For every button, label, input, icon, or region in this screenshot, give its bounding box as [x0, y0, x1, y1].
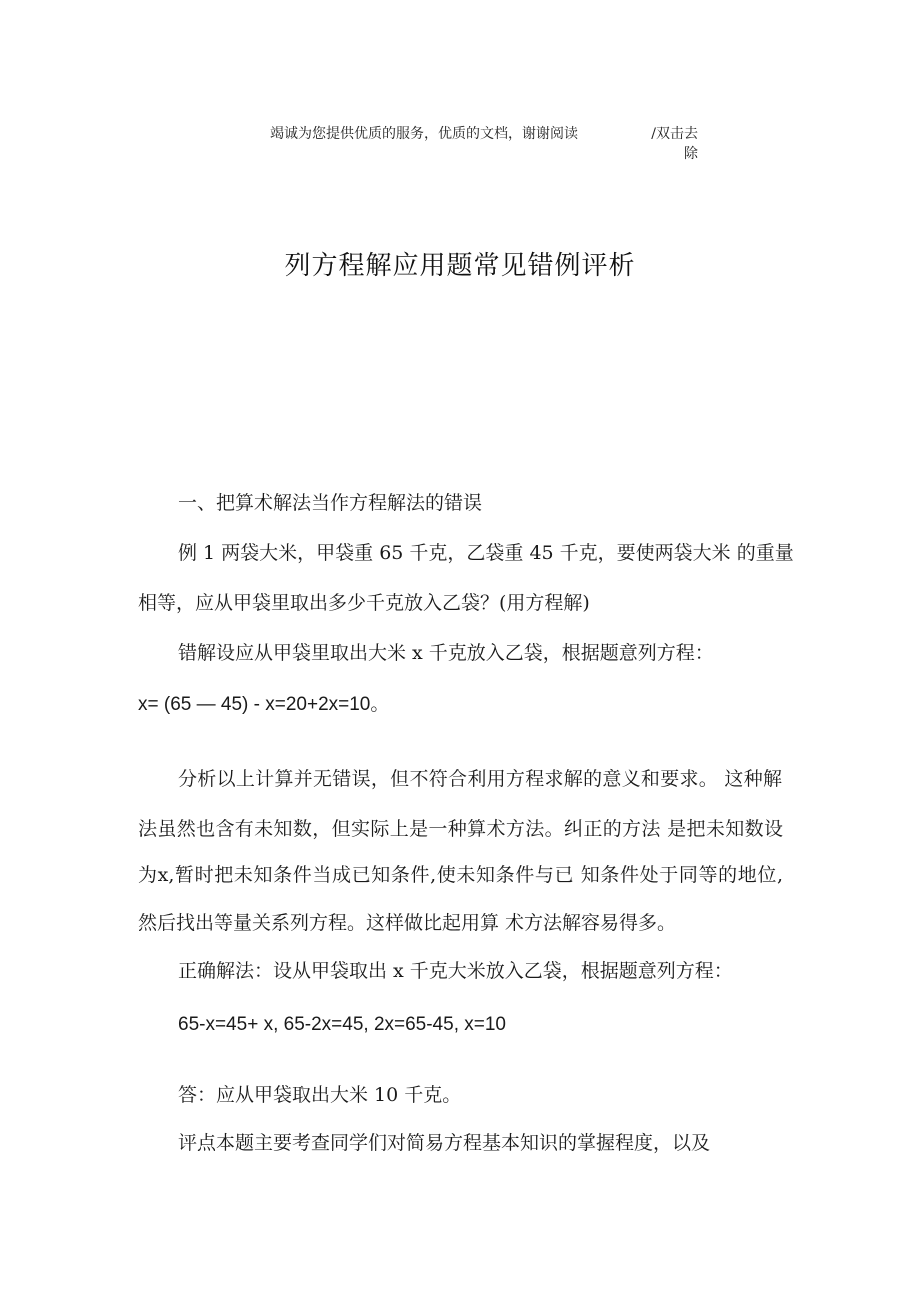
correct-equation: 65-x=45+ x, 65-2x=45, 2x=65-45, x=10: [178, 1014, 506, 1035]
analysis-line-1: 分析以上计算并无错误，但不符合利用方程求解的意义和要求。 这种解: [178, 768, 782, 790]
analysis-line-3: 为x,暂时把未知条件当成已知条件,使未知条件与已 知条件处于同等的地位,: [138, 864, 783, 886]
header-note: 竭诚为您提供优质的服务，优质的文档，谢谢阅读: [270, 126, 578, 142]
header-remove-hint: [642, 124, 698, 164]
header-remove-line2: 除: [684, 146, 698, 162]
comment-line: 评点本题主要考查同学们对简易方程基本知识的掌握程度，以及: [178, 1132, 711, 1154]
wrong-equation: x= (65 — 45) - x=20+2x=10。: [138, 694, 390, 715]
example-line-2: 相等，应从甲袋里取出多少千克放入乙袋？(用方程解): [138, 592, 590, 614]
wrong-solution-label: 错解设应从甲袋里取出大米 x 千克放入乙袋，根据题意列方程：: [178, 642, 714, 664]
answer-line: 答：应从甲袋取出大米 10 千克。: [178, 1084, 462, 1106]
section-heading: 一、把算术解法当作方程解法的错误: [178, 492, 483, 514]
analysis-line-4: 然后找出等量关系列方程。这样做比起用算 术方法解容易得多。: [138, 912, 677, 934]
correct-solution-label: 正确解法：设从甲袋取出 x 千克大米放入乙袋，根据题意列方程：: [178, 960, 733, 982]
document-title: 列方程解应用题常见错例评析: [284, 251, 636, 281]
analysis-line-2: 法虽然也含有未知数，但实际上是一种算术方法。纠正的方法 是把未知数设: [138, 818, 783, 840]
header-remove-line1: /双击去: [651, 126, 698, 142]
example-line-1: 例 1 两袋大米，甲袋重 65 千克，乙袋重 45 千克，要使两袋大米 的重量: [178, 542, 794, 564]
